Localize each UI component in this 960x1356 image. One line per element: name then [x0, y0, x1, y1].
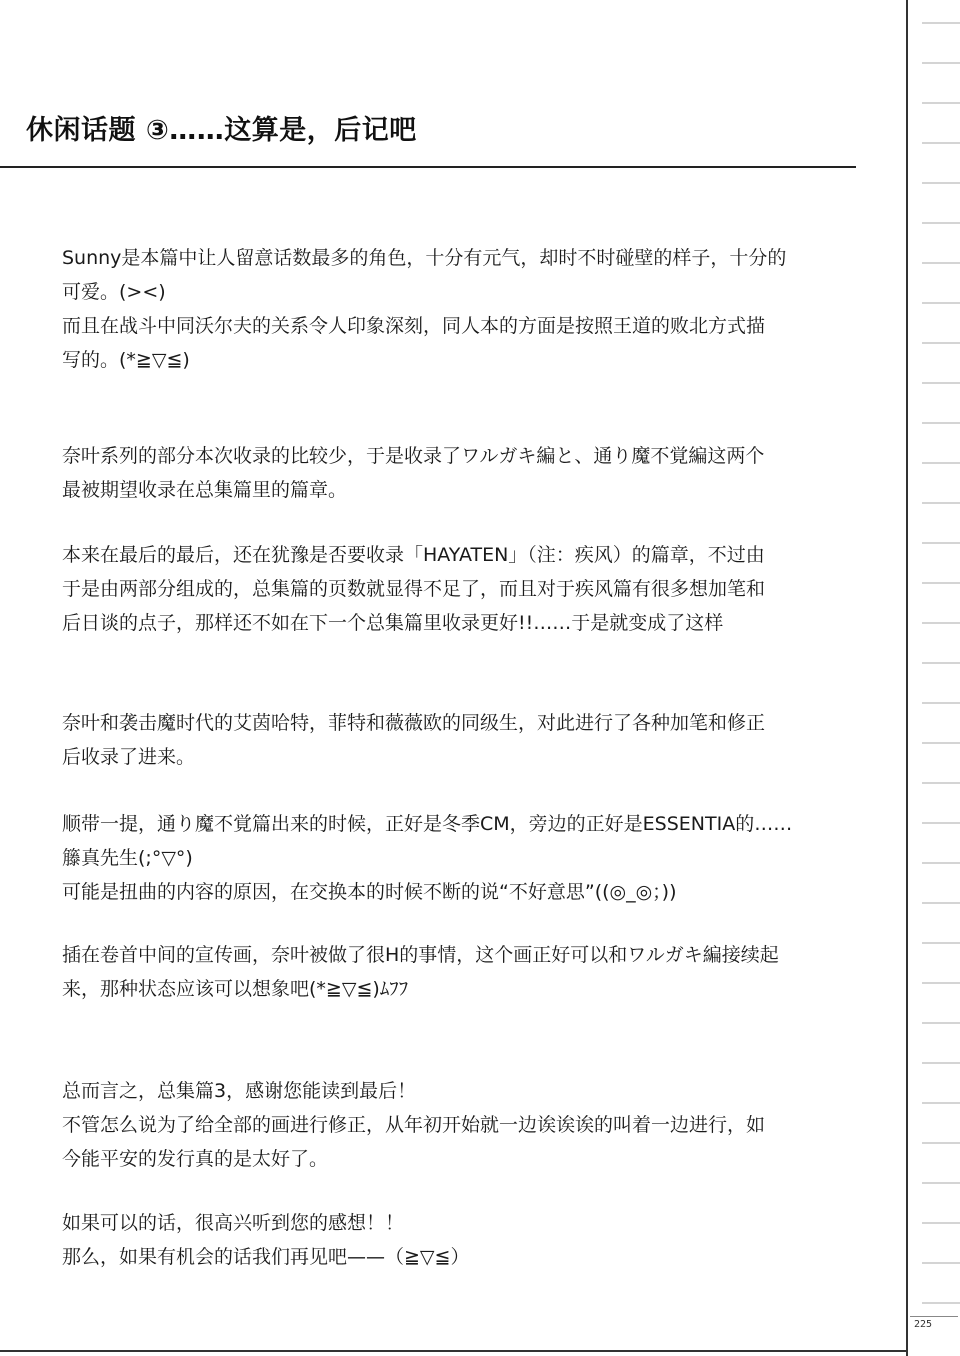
bottom-border-line — [0, 1350, 908, 1352]
text-line: 后收录了进来。 — [62, 746, 196, 768]
right-border-line — [906, 0, 908, 1356]
text-line: 不管怎么说为了给全部的画进行修正，从年初开始就一边诶诶诶的叫着一边进行，如 — [62, 1114, 766, 1136]
text-line: 籐真先生(;°▽°) — [62, 847, 193, 869]
paragraph-hayaten — [62, 538, 765, 640]
paragraph-einhart — [62, 706, 765, 774]
paragraph-nanoha-series — [62, 439, 764, 507]
text-line: 顺带一提，通り魔不覚篇出来的时候，正好是冬季CM，旁边的正好是ESSENTIA的…… — [62, 813, 793, 835]
text-line: 插在卷首中间的宣传画，奈叶被做了很H的事情，这个画正好可以和ワルガキ編接续起 — [62, 944, 779, 966]
text-line: 总而言之，总集篇3，感谢您能读到最后！ — [62, 1080, 417, 1102]
page-title: 休闲话题 ③……这算是，后记吧 — [26, 115, 417, 146]
text-line: Sunny是本篇中让人留意话数最多的角色，十分有元气，却时不时碰壁的样子，十分的 — [62, 247, 787, 269]
text-line: 如果可以的话，很高兴听到您的感想！！ — [62, 1212, 405, 1234]
text-line: 写的。(*≧▽≦) — [62, 349, 190, 371]
title-underline — [0, 166, 856, 168]
page-number-rule — [910, 1316, 958, 1317]
paragraph-sunny — [62, 241, 786, 377]
text-line: 而且在战斗中同沃尔夫的关系令人印象深刻，同人本的方面是按照王道的败北方式描 — [62, 315, 766, 337]
text-line: 来，那种状态应该可以想象吧(*≧▽≦)ﾑﾌﾌ — [62, 978, 409, 1000]
text-line: 可能是扭曲的内容的原因，在交换本的时候不断的说“不好意思”((◎_◎；)) — [62, 881, 677, 903]
paragraph-frontispiece — [62, 938, 779, 1006]
page-number: 225 — [914, 1319, 933, 1330]
text-line: 后日谈的点子，那样还不如在下一个总集篇里收录更好!!……于是就变成了这样 — [62, 612, 724, 634]
text-line: 那么，如果有机会的话我们再见吧——（≧▽≦） — [62, 1246, 470, 1268]
text-line: 今能平安的发行真的是太好了。 — [62, 1148, 329, 1170]
text-line: 于是由两部分组成的，总集篇的页数就显得不足了，而且对于疾风篇有很多想加笔和 — [62, 578, 766, 600]
text-line: 可爱。(><) — [62, 281, 166, 303]
page-edge-texture — [922, 0, 960, 1316]
text-line: 本来在最后的最后，还在犹豫是否要收录「HAYATEN」（注：疾风）的篇章，不过由 — [62, 544, 765, 566]
text-line: 奈叶系列的部分本次收录的比较少，于是收录了ワルガキ編と、通り魔不覚編这两个 — [62, 445, 765, 467]
paragraph-thanks — [62, 1074, 765, 1176]
paragraph-farewell — [62, 1206, 469, 1274]
paragraph-winter-cm — [62, 807, 792, 909]
text-line: 奈叶和袭击魔时代的艾茵哈特，菲特和薇薇欧的同级生，对此进行了各种加笔和修正 — [62, 712, 766, 734]
text-line: 最被期望收录在总集篇里的篇章。 — [62, 479, 348, 501]
